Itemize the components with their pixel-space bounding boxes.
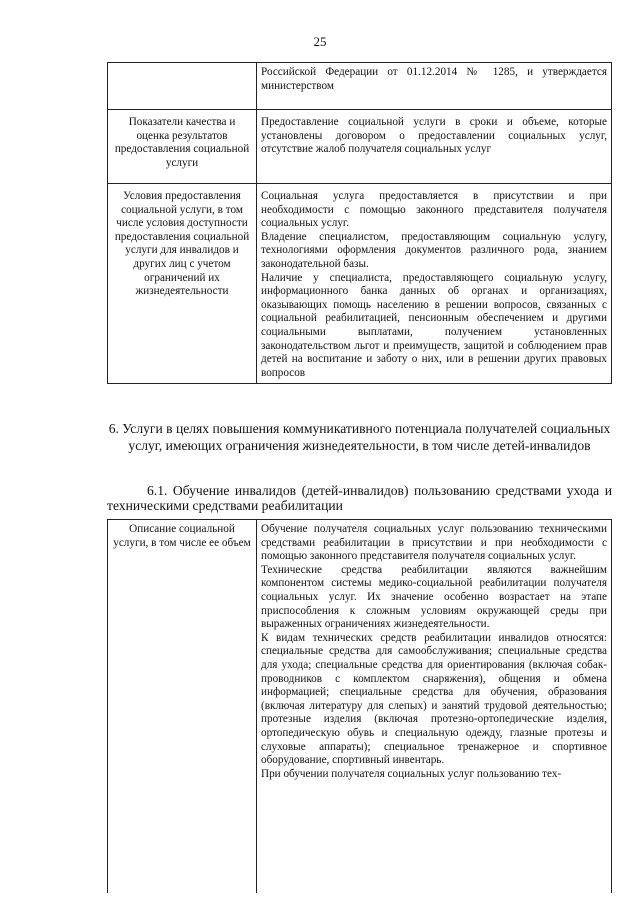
paragraph: Технические средства реабилитации являются важнейшим компонентом системы медико-социальной реабилитации получателя социальных услуг. Их значение особенно возрастает на этапе приспособления к сложным условиям окружающей среды при выраженных ограничениях жизнедеятельности. xyxy=(261,563,607,631)
row-label: Показатели качества и оценка результатов предоставления социальной услуги xyxy=(108,110,257,184)
row-label xyxy=(108,63,257,110)
section-heading: 6. Услуги в целях повышения коммуникативного потенциала получателей социальных услуг, имеющих ограничения жизнедеятельности, в том числе детей-инвалидов xyxy=(108,421,611,453)
table-row xyxy=(108,110,612,184)
row-value xyxy=(257,110,612,184)
paragraph: Социальная услуга предоставляется в присутствии и при необходимости с помощью законного представителя получателя социальных услуг. xyxy=(261,190,607,230)
service-standard-table xyxy=(107,62,612,384)
row-value xyxy=(257,63,612,110)
page-number: 25 xyxy=(313,34,327,49)
row-label: Условия предоставления социальной услуги, в том числе условия доступности предоставления социальной услуги для инвалидов и других лиц с учетом ограничений их жизнедеятельности xyxy=(108,184,257,384)
table-row xyxy=(108,63,612,110)
table-row xyxy=(108,184,612,384)
table-row xyxy=(108,520,612,894)
paragraph: Обучение получателя социальных услуг пользованию техническими средствами реабилитации в присутствии и при необходимости с помощью законного представителя получателя социальных услуг. xyxy=(261,523,607,563)
service-description-table xyxy=(107,519,612,893)
row-label: Описание социальной услуги, в том числе ее объем xyxy=(108,520,257,894)
subsection-heading: 6.1. Обучение инвалидов (детей-инвалидов) пользованию средствами ухода и техническими средствами реабилитации xyxy=(107,483,612,513)
paragraph: Наличие у специалиста, предоставляющего социальную услугу, информационного банка данных об органах и организациях, оказывающих помощь населению в решении вопросов, связанных с социальной реабилитацией, пенсионным обеспечением и другими социальными выплатами, получением установленных законодательством льгот и преимуществ, защитой и соблюдением прав детей на воспитание и заботу о них, или в решении других правовых вопросов xyxy=(261,271,607,379)
paragraph: К видам технических средств реабилитации инвалидов относятся: специальные средства для самообслуживания; специальные средства для ухода; специальные средства для ориентирования (включая собак-проводников с комплектом снаряжения), общения и обмена информацией; специальные средства для обучения, образования (включая литературу для слепых) и занятий трудовой деятельностью; протезные изделия (включая протезно-ортопедические изделия, ортопедическую обувь и специальную одежду, глазные протезы и слуховые аппараты); специальное тренажерное и спортивное оборудование, спортивный инвентарь. xyxy=(261,631,607,767)
paragraph: Российской Федерации от 01.12.2014 № 1285, и утверждается министерством xyxy=(261,66,607,92)
paragraph: При обучении получателя социальных услуг пользованию тех- xyxy=(261,767,562,780)
paragraph: Владение специалистом, предоставляющим социальную услугу, технологиями оформления документов различного рода, знанием законодательной базы. xyxy=(261,230,607,270)
row-value xyxy=(257,520,612,894)
row-value xyxy=(257,184,612,384)
paragraph: Предоставление социальной услуги в сроки и объеме, которые установлены договором о предоставлении социальных услуг, отсутствие жалоб получателя социальных услуг xyxy=(261,116,607,156)
